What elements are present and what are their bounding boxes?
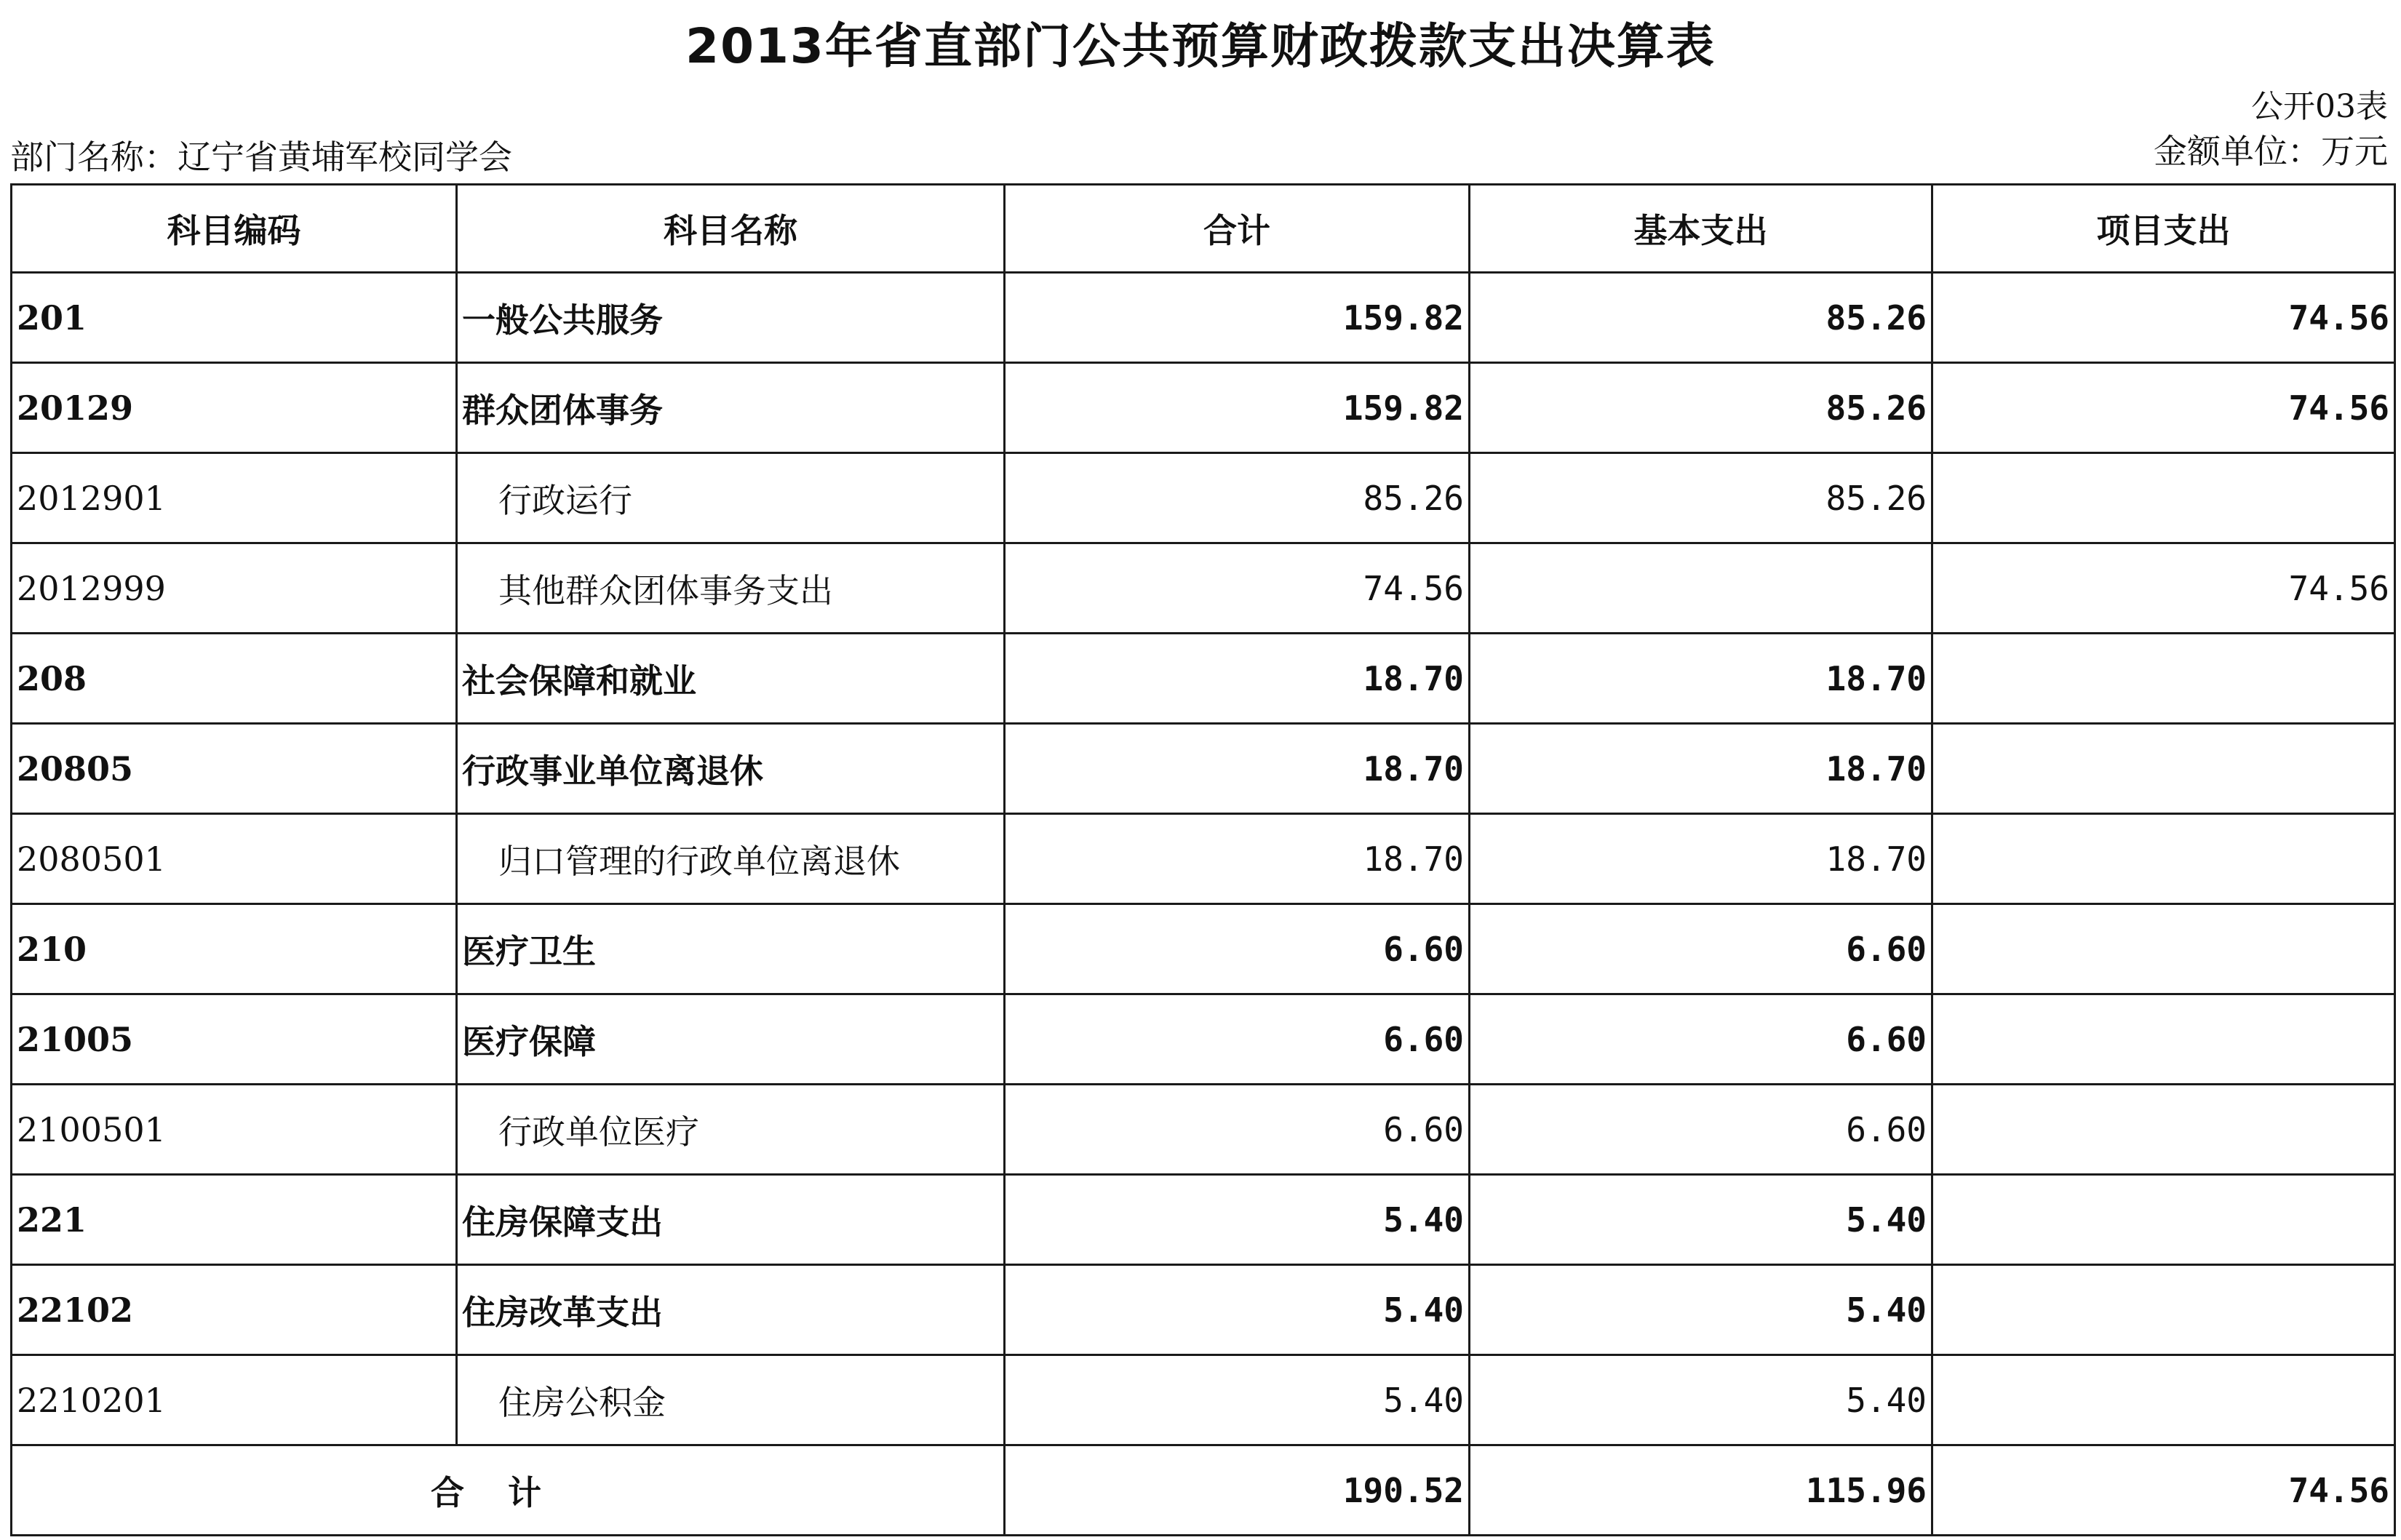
total-amount: 6.60: [1005, 904, 1470, 994]
subject-code: 208: [12, 634, 457, 724]
total-label: 合计: [12, 1445, 1005, 1536]
table-row: [12, 994, 2395, 1085]
form-number: 公开03表: [2251, 88, 2388, 125]
grand-basic-amount: 115.96: [1470, 1445, 1932, 1536]
basic-amount: 85.26: [1470, 273, 1932, 363]
subject-code: 2080501: [12, 814, 457, 904]
header-subject-code: 科目编码: [12, 185, 457, 273]
basic-amount: 85.26: [1470, 453, 1932, 543]
subject-code: 2012901: [12, 453, 457, 543]
table-row: [12, 1265, 2395, 1355]
basic-amount: 18.70: [1470, 724, 1932, 814]
subject-name: 行政运行: [457, 453, 1005, 543]
project-amount: [1932, 453, 2395, 543]
subject-name: 一般公共服务: [457, 273, 1005, 363]
subject-code: 2210201: [12, 1355, 457, 1445]
subject-code: 21005: [12, 994, 457, 1085]
total-amount: 18.70: [1005, 724, 1470, 814]
basic-amount: 5.40: [1470, 1355, 1932, 1445]
subject-name: 其他群众团体事务支出: [457, 543, 1005, 634]
subject-code: 201: [12, 273, 457, 363]
grand-total-amount: 190.52: [1005, 1445, 1470, 1536]
project-amount: [1932, 1175, 2395, 1265]
header-project-expenditure: 项目支出: [1932, 185, 2395, 273]
project-amount: [1932, 1085, 2395, 1175]
header-basic-expenditure: 基本支出: [1470, 185, 1932, 273]
subject-name: 医疗保障: [457, 994, 1005, 1085]
subject-code: 2100501: [12, 1085, 457, 1175]
subject-name: 行政单位医疗: [457, 1085, 1005, 1175]
subject-name: 住房保障支出: [457, 1175, 1005, 1265]
total-amount: 18.70: [1005, 634, 1470, 724]
basic-amount: [1470, 543, 1932, 634]
project-amount: [1932, 724, 2395, 814]
project-amount: [1932, 1265, 2395, 1355]
table-row: [12, 1355, 2395, 1445]
subject-code: 2012999: [12, 543, 457, 634]
page-title: 2013年省直部门公共预算财政拨款支出决算表: [685, 18, 1716, 74]
project-amount: 74.56: [1932, 273, 2395, 363]
table-row: [12, 724, 2395, 814]
subject-code: 221: [12, 1175, 457, 1265]
total-row: [12, 1445, 2395, 1536]
total-amount: 5.40: [1005, 1265, 1470, 1355]
basic-amount: 5.40: [1470, 1265, 1932, 1355]
subject-code: 210: [12, 904, 457, 994]
total-amount: 159.82: [1005, 363, 1470, 453]
table-row: [12, 273, 2395, 363]
subject-name: 医疗卫生: [457, 904, 1005, 994]
basic-amount: 6.60: [1470, 994, 1932, 1085]
table-row: [12, 453, 2395, 543]
project-amount: [1932, 904, 2395, 994]
subject-name: 住房公积金: [457, 1355, 1005, 1445]
table-row: [12, 1085, 2395, 1175]
basic-amount: 6.60: [1470, 1085, 1932, 1175]
table-row: [12, 814, 2395, 904]
total-amount: 18.70: [1005, 814, 1470, 904]
project-amount: [1932, 994, 2395, 1085]
table-row: [12, 634, 2395, 724]
total-amount: 85.26: [1005, 453, 1470, 543]
total-amount: 159.82: [1005, 273, 1470, 363]
subject-name: 住房改革支出: [457, 1265, 1005, 1355]
basic-amount: 5.40: [1470, 1175, 1932, 1265]
table-row: [12, 363, 2395, 453]
subject-name: 群众团体事务: [457, 363, 1005, 453]
header-subject-name: 科目名称: [457, 185, 1005, 273]
grand-project-amount: 74.56: [1932, 1445, 2395, 1536]
total-amount: 5.40: [1005, 1175, 1470, 1265]
basic-amount: 18.70: [1470, 814, 1932, 904]
basic-amount: 18.70: [1470, 634, 1932, 724]
budget-table: [10, 183, 2396, 1536]
table-header-row: [12, 185, 2395, 273]
basic-amount: 6.60: [1470, 904, 1932, 994]
total-amount: 6.60: [1005, 1085, 1470, 1175]
total-amount: 5.40: [1005, 1355, 1470, 1445]
subject-code: 20805: [12, 724, 457, 814]
subject-name: 社会保障和就业: [457, 634, 1005, 724]
subject-code: 22102: [12, 1265, 457, 1355]
project-amount: [1932, 634, 2395, 724]
department-name: 部门名称：辽宁省黄埔军校同学会: [10, 137, 512, 177]
basic-amount: 85.26: [1470, 363, 1932, 453]
subject-name: 行政事业单位离退休: [457, 724, 1005, 814]
project-amount: [1932, 814, 2395, 904]
subject-code: 20129: [12, 363, 457, 453]
subject-name: 归口管理的行政单位离退休: [457, 814, 1005, 904]
total-amount: 74.56: [1005, 543, 1470, 634]
total-amount: 6.60: [1005, 994, 1470, 1085]
table-row: [12, 543, 2395, 634]
amount-unit: 金额单位：万元: [2154, 132, 2388, 171]
header-total: 合计: [1005, 185, 1470, 273]
table-row: [12, 904, 2395, 994]
table-row: [12, 1175, 2395, 1265]
project-amount: 74.56: [1932, 543, 2395, 634]
project-amount: [1932, 1355, 2395, 1445]
project-amount: 74.56: [1932, 363, 2395, 453]
